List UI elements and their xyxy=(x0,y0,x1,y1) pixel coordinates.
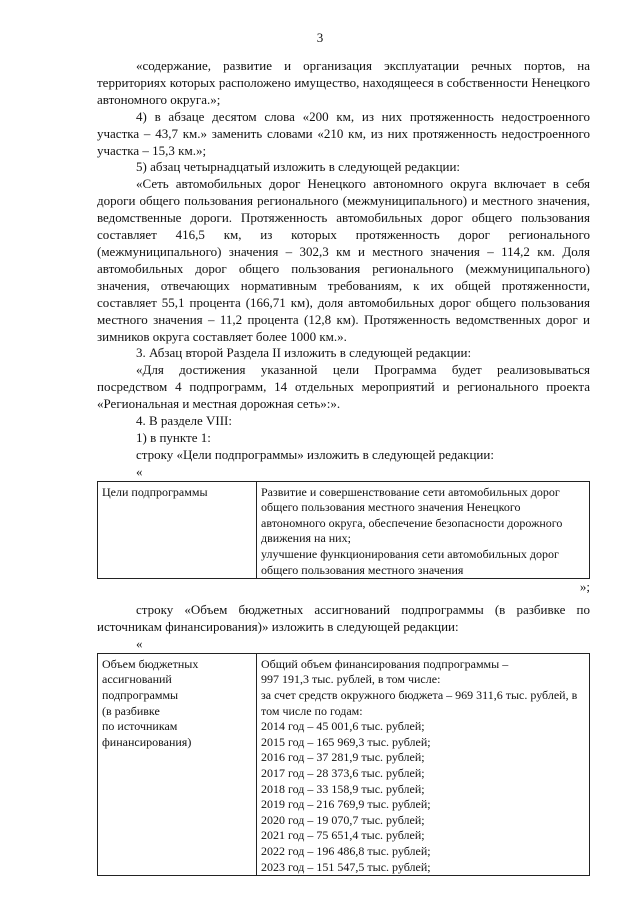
budget-label-line: подпрограммы xyxy=(102,688,179,703)
budget-line: Общий объем финансирования подпрограммы – xyxy=(261,656,509,671)
paragraph-program-goal: «Для достижения указанной цели Программа будет реализовываться посредством 4 подпрограмм, 14 отдельных мероприятий и регионального проекта «Региональная и местная дорожная сеть»:». xyxy=(97,362,590,412)
close-quote: »; xyxy=(579,579,590,595)
goals-table xyxy=(97,481,590,580)
goals-line: улучшение функционирования сети автомобильных дорог общего пользования местного значения xyxy=(261,547,559,577)
budget-label-line: финансирования) xyxy=(102,734,192,749)
budget-value-cell xyxy=(257,653,590,875)
paragraph-item-4: 4) в абзаце десятом слова «200 км, из них протяженность недостроенного участка – 43,7 км.» заменить словами «210 км, из них протяженность недостроенного участка – 15,3 км.»; xyxy=(97,108,590,158)
paragraph-budget-row: строку «Объем бюджетных ассигнований подпрограммы (в разбивке по источникам финансирования)» изложить в следующей редакции: xyxy=(97,602,590,635)
budget-line: 2022 год – 196 486,8 тыс. рублей; xyxy=(261,843,431,858)
budget-line: 2021 год – 75 651,4 тыс. рублей; xyxy=(261,828,425,843)
budget-label-line: ассигнований xyxy=(102,672,172,687)
open-quote: « xyxy=(136,463,143,479)
budget-line: 2020 год – 19 070,7 тыс. рублей; xyxy=(261,812,425,827)
budget-line: 2014 год – 45 001,6 тыс. рублей; xyxy=(261,719,425,734)
table-row xyxy=(98,481,590,579)
budget-label-line: (в разбивке xyxy=(102,703,160,718)
budget-label-cell xyxy=(98,653,257,875)
budget-label-line: по источникам xyxy=(102,719,178,734)
paragraph-goals-row: строку «Цели подпрограммы» изложить в следующей редакции: xyxy=(136,446,494,462)
document-body xyxy=(97,58,590,876)
paragraph-section-3: 3. Абзац второй Раздела II изложить в следующей редакции: xyxy=(136,345,472,361)
budget-table xyxy=(97,653,590,876)
budget-line: 997 191,3 тыс. рублей, в том числе: xyxy=(261,672,441,687)
budget-line: 2023 год – 151 547,5 тыс. рублей; xyxy=(261,859,431,874)
budget-line: 2017 год – 28 373,6 тыс. рублей; xyxy=(261,766,425,780)
budget-line: 2019 год – 216 769,9 тыс. рублей; xyxy=(261,797,431,812)
goals-line: Развитие и совершенствование сети автомобильных дорог общего пользования местного значения Ненецкого автономного округа, обеспечение безопасности дорожного движения на них; xyxy=(261,484,563,546)
paragraph-ports: «содержание, развитие и организация эксплуатации речных портов, на территориях которых расположено имущество, находящееся в собственности Ненецкого автономного округа.»; xyxy=(97,58,590,107)
budget-line: 2016 год – 37 281,9 тыс. рублей; xyxy=(261,750,425,765)
open-quote: « xyxy=(136,635,143,651)
goals-value-cell xyxy=(257,481,590,579)
budget-line: за счет средств окружного бюджета – 969 311,6 тыс. рублей, в том числе по годам: xyxy=(261,688,578,718)
paragraph-item-5: 5) абзац четырнадцатый изложить в следующей редакции: xyxy=(136,159,461,175)
budget-line: 2015 год – 165 969,3 тыс. рублей; xyxy=(261,734,431,749)
goals-label-cell: Цели подпрограммы xyxy=(98,481,257,579)
paragraph-point-1: 1) в пункте 1: xyxy=(136,429,211,445)
table-row xyxy=(98,653,590,875)
page-number: 3 xyxy=(316,30,324,45)
paragraph-section-4: 4. В разделе VIII: xyxy=(136,413,232,429)
budget-line: 2018 год – 33 158,9 тыс. рублей; xyxy=(261,781,425,796)
paragraph-road-network: «Сеть автомобильных дорог Ненецкого автономного округа включает в себя дороги общего пользования регионального (межмуниципального) и местного значения, ведомственные дороги. Протяженность автомобильных дорог общего пользования составляет 416,5 км, из которых протяженность дорог регионального (межмуниципального) значения – 302,3 км и местного значения – 114,2 км. Доля автомобильных дорог общего пользования регионального (межмуниципального) значения, отвечающих нормативным требованиям, к их общей протяженности, составляет 55,1 процента (166,71 км), доля автомобильных дорог общего пользования местного значения – 11,2 процента (12,8 км). Протяженность ведомственных дорог и зимников округа составляет более 1000 км.». xyxy=(97,176,590,344)
budget-label-line: Объем бюджетных xyxy=(102,656,199,671)
